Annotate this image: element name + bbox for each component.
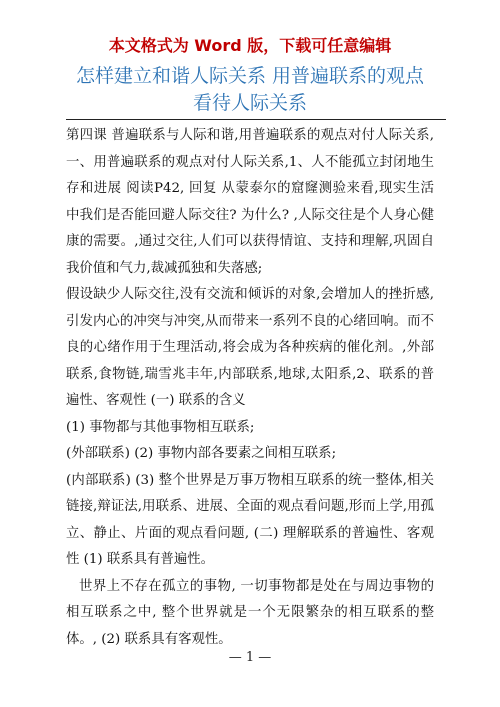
title-line-2: 看待人际关系 [192,92,307,114]
body-paragraph: (内部联系) (3) 整个世界是万事万物相互联系的统一整体,相关链接,辩证法,用联系、进展、全面的观点看问题,形而上学,用孤立、静止、片面的观点看问题, (二) 理解联系的普遍性、客观性 (1) 联系具有普遍性。 [66,472,434,567]
body-paragraph: (外部联系) (2) 事物内部各要素之间相互联系; [66,446,337,461]
document-body [66,123,434,653]
body-paragraph: 世界上不存在孤立的事物, 一切事物都是处在与周边事物的相互联系之中, 整个世界就是一个无限繁杂的相互联系的整体。, (2) 联系具有客观性。 [66,578,434,647]
document-title [20,63,480,117]
title-line-1: 怎样建立和谐人际关系 用普遍联系的观点 [75,65,425,87]
body-paragraph: (1) 事物都与其他事物相互联系; [66,419,255,435]
body-paragraph: 假设缺少人际交往,没有交流和倾诉的对象,会增加人的挫折感,引发内心的冲突与冲突,从而带来一系列不良的心绪回响。而不良的心绪作用于生理活动,将会成为各种疾病的催化剂。,外部联系,食物链,瑞雪兆丰年,内部联系,地球,太阳系,2、联系的普遍性、客观性 (一) 联系的含义 [66,287,434,408]
title-divider [66,119,446,120]
page-number: — 1 — [228,650,272,665]
body-paragraph: 第四课 普遍联系与人际和谐,用普遍联系的观点对付人际关系,一、用普遍联系的观点对付人际关系,1、人不能孤立封闭地生存和进展 阅读P42, 回复 从蒙泰尔的窟窿测验来看,现实生活中我们是否能回避人际交往? 为什么? ,人际交往是个人身心健康的需要。,通过交往,人们可以获得情谊、支持和理解,巩固自我价值和气力,裁减孤独和失落感; [66,128,434,276]
download-banner: 本文格式为 Word 版，下载可任意编辑 [108,36,392,55]
